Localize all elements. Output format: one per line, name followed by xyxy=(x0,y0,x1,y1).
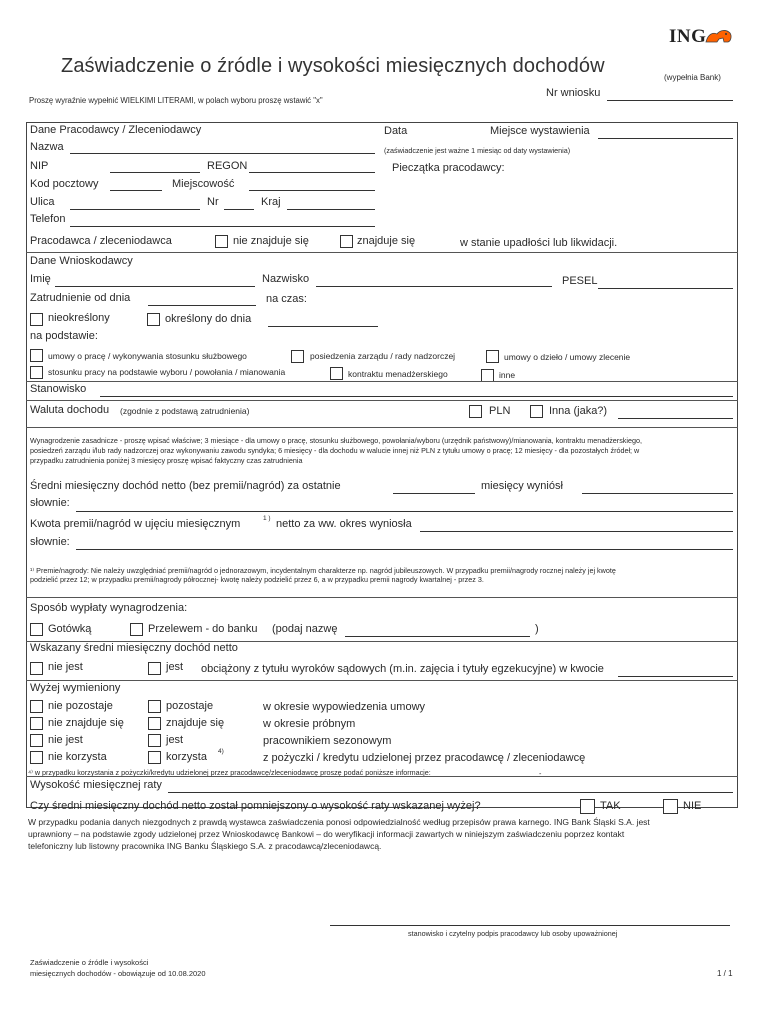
regon-field[interactable] xyxy=(249,172,375,173)
encumbered-label: jest xyxy=(166,661,184,673)
ing-lion-logo xyxy=(704,26,734,51)
currency-pln-label: PLN xyxy=(489,405,511,417)
bank-name-label: (podaj nazwę xyxy=(272,623,338,635)
bonus-amount-field[interactable] xyxy=(420,531,733,532)
bonus-footnote-line-1: ¹⁾ Premie/nagrody: Nie należy uwzględniać premii/nagród o jednorazowym, incydentalnym charakterze np. nagród jubileuszowych. W przypadku premii/nagrody rocznej należy jej kwotę xyxy=(30,566,616,575)
encumbered-amount-field[interactable] xyxy=(618,676,733,677)
legal-line-1: W przypadku podania danych niezgodnych z prawdą wystawca zaświadczenia ponosi odpowiedzialność według przepisów prawa karnego. ING Bank Śląski S.A. jest xyxy=(28,817,650,827)
notice-yes-label: pozostaje xyxy=(166,700,214,712)
employer-bankrupt-checkbox[interactable] xyxy=(340,235,353,248)
basis-contract-label: umowy o dzieło / umowy zlecenie xyxy=(504,352,631,362)
employer-loan-yes-checkbox[interactable] xyxy=(148,751,161,764)
notice-text: w okresie wypowiedzenia umowy xyxy=(263,701,426,713)
income-note-line-3: przypadku zatrudnienia poniżej 3 miesięcy proszę wpisać faktyczny czas zatrudnienia xyxy=(30,456,303,465)
stamp-label: Pieczątka pracodawcy: xyxy=(392,162,505,174)
definite-term-checkbox[interactable] xyxy=(147,313,160,326)
employed-since-label: Zatrudnienie od dnia xyxy=(30,292,131,304)
reduced-yes-checkbox[interactable] xyxy=(580,799,595,814)
definite-term-label: określony do dnia xyxy=(165,313,252,325)
request-number-label: Nr wniosku xyxy=(546,87,601,99)
basis-appointment-label: stosunku pracy na podstawie wyboru / powołania / mianowania xyxy=(48,367,286,377)
applicant-section-label: Dane Wnioskodawcy xyxy=(30,255,133,267)
definite-until-field[interactable] xyxy=(268,326,378,327)
employer-not-bankrupt-checkbox[interactable] xyxy=(215,235,228,248)
issue-place-field[interactable] xyxy=(598,138,733,139)
filled-by-bank-note: (wypełnia Bank) xyxy=(664,73,721,82)
bonus-label: Kwota premii/nagród w ujęciu miesięcznym xyxy=(30,518,241,530)
basis-manager-checkbox[interactable] xyxy=(330,367,343,380)
employer-name-label: Nazwa xyxy=(30,141,64,153)
section-divider xyxy=(26,597,738,598)
bonus-footnote-mark: 1 ) xyxy=(263,515,271,522)
bonus-footnote-line-2: podzielić przez 12; w przypadku premii/nagrody półrocznej- kwotę należy podzielić przez 6, a w przypadku premii nagrody kwartalnej - przez 3. xyxy=(30,575,484,584)
footer-validity: miesięcznych dochodów - obowiązuje od 10.08.2020 xyxy=(30,969,206,978)
currency-label: Waluta dochodu xyxy=(30,404,110,416)
basis-board-label: posiedzenia zarządu / rady nadzorczej xyxy=(310,351,456,361)
instruction-text: Proszę wyraźnie wypełnić WIELKIMI LITERAMI, w polach wyboru proszę wstawić "x" xyxy=(29,96,323,105)
income-note-line-1: Wynagrodzenie zasadnicze - proszę wpisać właściwe; 3 miesiące - dla umowy o pracę, stosunku służbowego, powołania/wyboru (urzędnik państwowy)/mianowania, kontraktu menadżerskiego, xyxy=(30,436,642,445)
probation-yes-label: znajduje się xyxy=(166,717,225,729)
section-divider xyxy=(26,776,738,777)
average-income-field[interactable] xyxy=(582,493,733,494)
house-number-field[interactable] xyxy=(224,209,254,210)
employer-status-label: Pracodawca / zleceniodawca xyxy=(30,235,172,247)
indefinite-term-checkbox[interactable] xyxy=(30,313,43,326)
first-name-label: Imię xyxy=(30,273,51,285)
basis-label: na podstawie: xyxy=(30,330,98,342)
issue-place-label: Miejsce wystawienia xyxy=(490,125,590,137)
validity-note: (zaświadczenie jest ważne 1 miesiąc od daty wystawienia) xyxy=(384,146,571,155)
bonus-words-label: słownie: xyxy=(30,536,70,548)
currency-pln-checkbox[interactable] xyxy=(469,405,482,418)
basis-board-checkbox[interactable] xyxy=(291,350,304,363)
postal-code-label: Kod pocztowy xyxy=(30,178,99,190)
issue-date-label: Data xyxy=(384,125,408,137)
position-field[interactable] xyxy=(100,396,733,397)
payment-method-label: Sposób wypłaty wynagrodzenia: xyxy=(30,602,188,614)
postal-code-field[interactable] xyxy=(110,190,162,191)
street-field[interactable] xyxy=(70,209,200,210)
payment-transfer-label: Przelewem - do banku xyxy=(148,623,258,635)
employer-status-suffix: w stanie upadłości lub likwidacji. xyxy=(460,237,618,249)
section-divider xyxy=(26,252,738,253)
employer-section-label: Dane Pracodawcy / Zleceniodawcy xyxy=(30,124,202,136)
average-income-words-field[interactable] xyxy=(76,511,733,512)
section-divider xyxy=(26,680,738,681)
footer-form-name: Zaświadczenie o źródle i wysokości xyxy=(30,958,149,967)
form-title: Zaświadczenie o źródle i wysokości miesięcznych dochodów xyxy=(61,55,605,77)
months-count-field[interactable] xyxy=(393,493,475,494)
street-label: Ulica xyxy=(30,196,55,208)
mentioned-label: Wyżej wymieniony xyxy=(30,682,121,694)
not-encumbered-checkbox[interactable] xyxy=(30,662,43,675)
basis-appointment-checkbox[interactable] xyxy=(30,366,43,379)
employer-loan-no-checkbox[interactable] xyxy=(30,751,43,764)
section-divider xyxy=(26,427,738,428)
section-divider xyxy=(26,400,738,401)
employer-name-field[interactable] xyxy=(70,153,375,154)
bank-name-close: ) xyxy=(535,623,539,635)
page-number: 1 / 1 xyxy=(717,969,733,978)
currency-note: (zgodnie z podstawą zatrudnienia) xyxy=(120,406,250,416)
months-amount-label: miesięcy wyniósł xyxy=(481,480,563,492)
notice-no-checkbox[interactable] xyxy=(30,700,43,713)
phone-label: Telefon xyxy=(30,213,66,225)
regon-label: REGON xyxy=(207,160,248,172)
legal-line-3: telefoniczny lub listowny pracownika ING Banku Śląskiego S.A. z pracodawcą/zleceniodawcą. xyxy=(28,841,382,851)
seasonal-yes-label: jest xyxy=(166,734,184,746)
income-note-line-2: posiedzeń zarządu i/lub rady nadzorczej oraz wykonywaniu zawodu syndyka; 6 miesięcy - dla dochodu w walucie innej niż PLN z tytułu umowy o pracę; 12 miesięcy - dla pozostałych źródeł; w xyxy=(30,446,640,455)
encumbered-checkbox[interactable] xyxy=(148,662,161,675)
seasonal-yes-checkbox[interactable] xyxy=(148,734,161,747)
employer-not-bankrupt-label: nie znajduje się xyxy=(233,235,309,247)
bank-name-field[interactable] xyxy=(345,636,530,637)
payment-transfer-checkbox[interactable] xyxy=(130,623,143,636)
basis-employment-checkbox[interactable] xyxy=(30,349,43,362)
probation-no-label: nie znajduje się xyxy=(48,717,124,729)
loan-footnote-mark: - xyxy=(539,769,542,778)
signature-field[interactable] xyxy=(330,925,730,926)
installment-label: Wysokość miesięcznej raty xyxy=(30,779,162,791)
average-income-label: Średni miesięczny dochód netto (bez premii/nagród) za ostatnie xyxy=(30,480,341,492)
employer-loan-text: z pożyczki / kredytu udzielonej przez pracodawcę / zleceniodawcę xyxy=(263,752,586,764)
basis-manager-label: kontraktu menadżerskiego xyxy=(348,369,448,379)
employer-loan-no-label: nie korzysta xyxy=(48,751,107,763)
employer-loan-yes-label: korzysta xyxy=(166,751,207,763)
reduced-question: Czy średni miesięczny dochód netto został pomniejszony o wysokość raty wskazanej wyżej? xyxy=(30,800,481,812)
probation-yes-checkbox[interactable] xyxy=(148,717,161,730)
city-label: Miejscowość xyxy=(172,178,235,190)
position-label: Stanowisko xyxy=(30,383,87,395)
payment-cash-checkbox[interactable] xyxy=(30,623,43,636)
ing-brand-text: ING xyxy=(669,26,707,47)
probation-no-checkbox[interactable] xyxy=(30,717,43,730)
employed-since-field[interactable] xyxy=(148,305,256,306)
first-name-field[interactable] xyxy=(55,286,255,287)
seasonal-text: pracownikiem sezonowym xyxy=(263,735,392,747)
currency-other-field[interactable] xyxy=(618,418,733,419)
phone-field[interactable] xyxy=(70,226,375,227)
employer-bankrupt-label: znajduje się xyxy=(357,235,416,247)
last-name-label: Nazwisko xyxy=(262,273,310,285)
notice-no-label: nie pozostaje xyxy=(48,700,113,712)
currency-other-label: Inna (jaka?) xyxy=(549,405,608,417)
indicated-income-label: Wskazany średni miesięczny dochód netto xyxy=(30,642,238,654)
country-field[interactable] xyxy=(287,209,375,210)
encumbered-text: obciążony z tytułu wyroków sądowych (m.in. zajęcia i tytuły egzekucyjne) w kwocie xyxy=(201,663,604,675)
last-name-field[interactable] xyxy=(316,286,552,287)
nip-label: NIP xyxy=(30,160,49,172)
seasonal-no-label: nie jest xyxy=(48,734,83,746)
not-encumbered-label: nie jest xyxy=(48,661,83,673)
pesel-field[interactable] xyxy=(598,288,733,289)
house-number-label: Nr xyxy=(207,196,219,208)
notice-yes-checkbox[interactable] xyxy=(148,700,161,713)
payment-cash-label: Gotówką xyxy=(48,623,92,635)
legal-line-2: uprawniony – na podstawie zgody udzielonej przez Wnioskodawcę Bankowi – do weryfikacji informacji zawartych w niniejszym zaświadczeniu poprzez kontakt xyxy=(28,829,625,839)
currency-other-checkbox[interactable] xyxy=(530,405,543,418)
basis-contract-checkbox[interactable] xyxy=(486,350,499,363)
employer-loan-footnote-mark: 4) xyxy=(218,748,224,755)
loan-footnote: ⁴⁾ w przypadku korzystania z pożyczki/kredytu udzielonej przez pracodawcę/zleceniodawcę proszę podać poniższe informacje: xyxy=(28,768,431,777)
average-income-words-label: słownie: xyxy=(30,497,70,509)
probation-text: w okresie próbnym xyxy=(263,718,356,730)
indefinite-term-label: nieokreślony xyxy=(48,312,110,324)
pesel-label: PESEL xyxy=(562,275,598,287)
reduced-yes-label: TAK xyxy=(600,800,621,812)
installment-field[interactable] xyxy=(168,792,733,793)
employment-term-label: na czas: xyxy=(266,293,307,305)
basis-employment-label: umowy o pracę / wykonywania stosunku służbowego xyxy=(48,351,247,361)
city-field[interactable] xyxy=(249,190,375,191)
seasonal-no-checkbox[interactable] xyxy=(30,734,43,747)
bonus-words-field[interactable] xyxy=(76,549,733,550)
nip-field[interactable] xyxy=(110,172,200,173)
country-label: Kraj xyxy=(261,196,281,208)
reduced-no-label: NIE xyxy=(683,800,702,812)
request-number-field[interactable] xyxy=(607,100,733,101)
bonus-suffix-label: netto za ww. okres wyniosła xyxy=(276,518,412,530)
basis-other-label: inne xyxy=(499,370,516,380)
section-divider xyxy=(26,381,738,382)
reduced-no-checkbox[interactable] xyxy=(663,799,678,814)
signature-label: stanowisko i czytelny podpis pracodawcy lub osoby upoważnionej xyxy=(408,929,618,938)
